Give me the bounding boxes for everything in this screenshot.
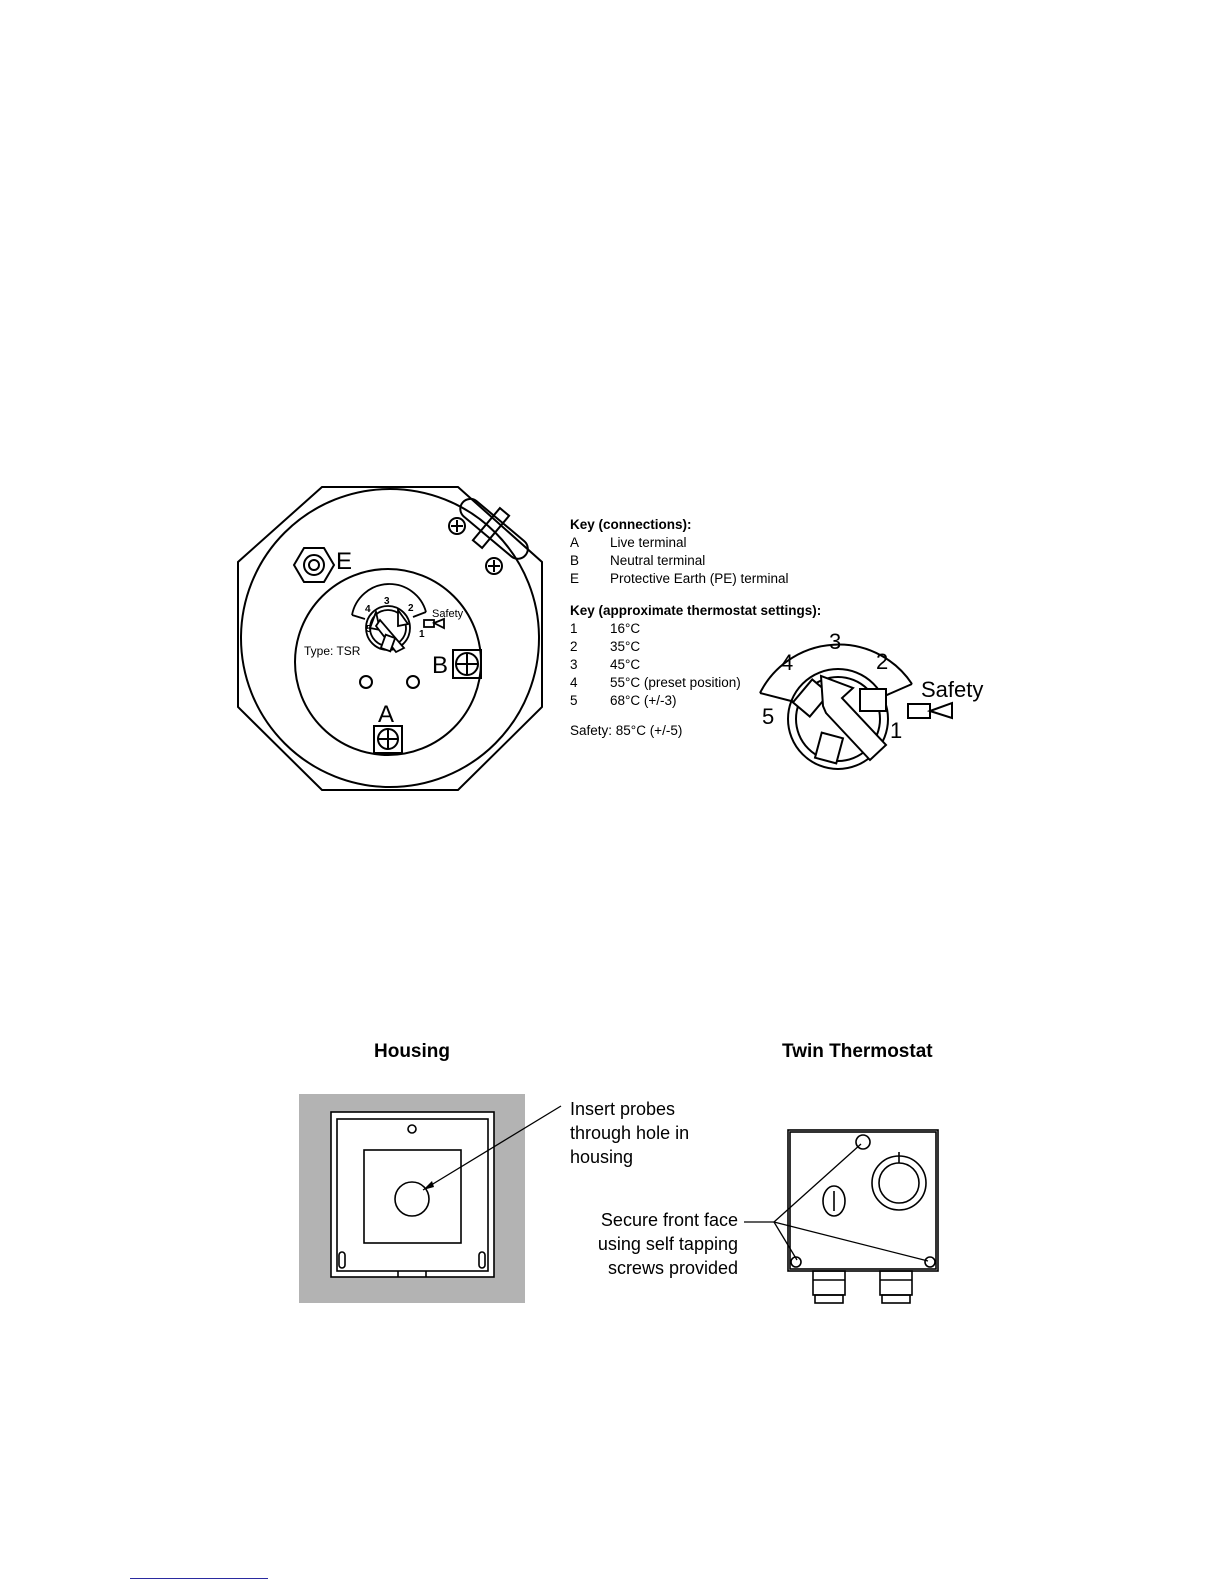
key-row: 3 45°C (570, 657, 641, 672)
twin-callout-line (774, 1144, 861, 1222)
large-dial-number-5: 5 (762, 704, 775, 729)
cable-gland-right (880, 1271, 912, 1295)
screw-bottom-right (925, 1257, 935, 1267)
twin-callout: Secure front face using self tapping screws provided (597, 1210, 738, 1278)
key-row: B Neutral terminal (570, 553, 706, 568)
key-row: 2 35°C (570, 639, 641, 654)
key-row: 1 16°C (570, 621, 641, 636)
large-dial-safety: Safety (921, 677, 984, 702)
small-dial-number-3: 3 (384, 596, 390, 607)
large-dial-number-2: 2 (876, 649, 889, 674)
housing-outer-frame (331, 1112, 494, 1277)
twin-callout-line (774, 1222, 797, 1260)
footnote-rule (130, 1578, 268, 1579)
terminal-label-b: B (432, 652, 449, 679)
twin-dial-right (872, 1156, 926, 1210)
large-dial-number-1: 1 (890, 718, 903, 743)
small-dial-number-2: 2 (408, 603, 414, 614)
small-dial-number-5: 5 (366, 624, 372, 635)
small-dial-safety: Safety (432, 608, 464, 620)
key-connections-title: Key (connections): (570, 517, 692, 532)
large-dial-number-4: 4 (781, 650, 794, 675)
large-dial-number-3: 3 (829, 629, 842, 654)
terminal-label-a: A (378, 701, 395, 728)
key-row: E Protective Earth (PE) terminal (570, 571, 789, 586)
small-dial-number-4: 4 (365, 604, 371, 615)
safety-setting: Safety: 85°C (+/-5) (570, 723, 683, 738)
twin-thermostat-body (788, 1130, 938, 1271)
key-row: 5 68°C (+/-3) (570, 693, 677, 708)
key-settings-title: Key (approximate thermostat settings): (570, 603, 822, 618)
housing-title: Housing (374, 1041, 450, 1062)
key-row: 4 55°C (preset position) (570, 675, 741, 690)
key-row: A Live terminal (570, 535, 687, 550)
twin-callout-line (774, 1222, 928, 1261)
twin-thermostat-title: Twin Thermostat (782, 1041, 933, 1062)
type-label: Type: TSR (304, 644, 361, 658)
terminal-label-e: E (336, 548, 353, 575)
small-dial-number-1: 1 (419, 629, 425, 640)
housing-callout: Insert probes through hole in housing (570, 1099, 690, 1167)
cable-gland-left (813, 1271, 845, 1295)
